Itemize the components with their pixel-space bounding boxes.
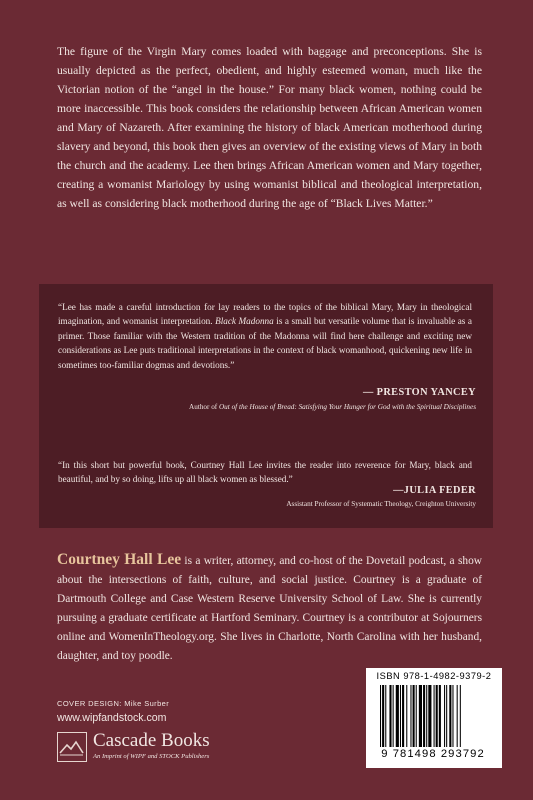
publisher-website: www.wipfandstock.com: [57, 712, 167, 724]
publisher-tagline: An Imprint of WIPF and STOCK Publishers: [93, 753, 210, 760]
endorsements-panel: [39, 284, 493, 528]
endorser-role: Author of Out of the House of Bread: Satisfying Your Hunger for God with the Spiritual Disciplines: [189, 403, 476, 411]
endorser-name: — PRESTON YANCEY: [362, 387, 476, 398]
author-name: Courtney Hall Lee: [57, 551, 182, 568]
publisher-name: Cascade Books: [93, 730, 210, 751]
endorsement-quote: “In this short but powerful book, Courtney Hall Lee invites the reader into reverence for Mary, black and beautiful, and by so doing, lifts up all black women as blessed.”: [58, 460, 472, 485]
author-bio: Courtney Hall Lee is a writer, attorney, and co-host of the Dovetail podcast, a show about the intersections of faith, culture, and social justice. Courtney is a graduate of Dartmouth College and Case Western Reserve University School of Law. She is currently pursuing a graduate certificate at Hartford Seminary. Courtney is a contributor at Sojourners online and WomenInTheology.org. She lives in Charlotte, North Carolina with her husband, daughter, and toy poodle.: [57, 551, 482, 662]
endorser-role: Assistant Professor of Systematic Theology, Creighton University: [286, 500, 476, 508]
endorsement-quote: “Lee has made a careful introduction for lay readers to the topics of the biblical Mary, Mary in theological imagination, and womanist interpretation. Black Madonna is a small but versatile volume that is invaluable as a primer. Those familiar with the Western tradition of the Madonna will find here challenge and exciting new considerations as Lee puts traditional interpretations in the context of black womanhood, quickening new life in sometimes too-familiar dogmas and devotions.”: [58, 302, 472, 370]
barcode-digits: 9 781498 293792: [381, 748, 485, 760]
mountain-logo-icon: [57, 732, 87, 762]
cover-design-credit: COVER DESIGN: Mike Surber: [57, 699, 170, 708]
book-description: The figure of the Virgin Mary comes loaded with baggage and preconceptions. She is usually depicted as the perfect, obedient, and highly esteemed woman, much like the Victorian notion of the “angel in the house.” For many black women, nothing could be more inaccessible. This book considers the relationship between African American women and Mary of Nazareth. After examining the history of black American motherhood during slavery and beyond, this book then gives an overview of the existing views of Mary in both the church and the academy. Lee then brings African American women and Mary together, creating a womanist Mariology by using womanist biblical and theological interpretation, as well as considering black motherhood during the age of “Black Lives Matter.”: [57, 45, 482, 210]
barcode-bars: [378, 685, 494, 747]
isbn-label: ISBN 978-1-4982-9379-2: [376, 671, 492, 681]
isbn-barcode: [366, 668, 502, 768]
endorser-name: —JULIA FEDER: [393, 485, 476, 496]
